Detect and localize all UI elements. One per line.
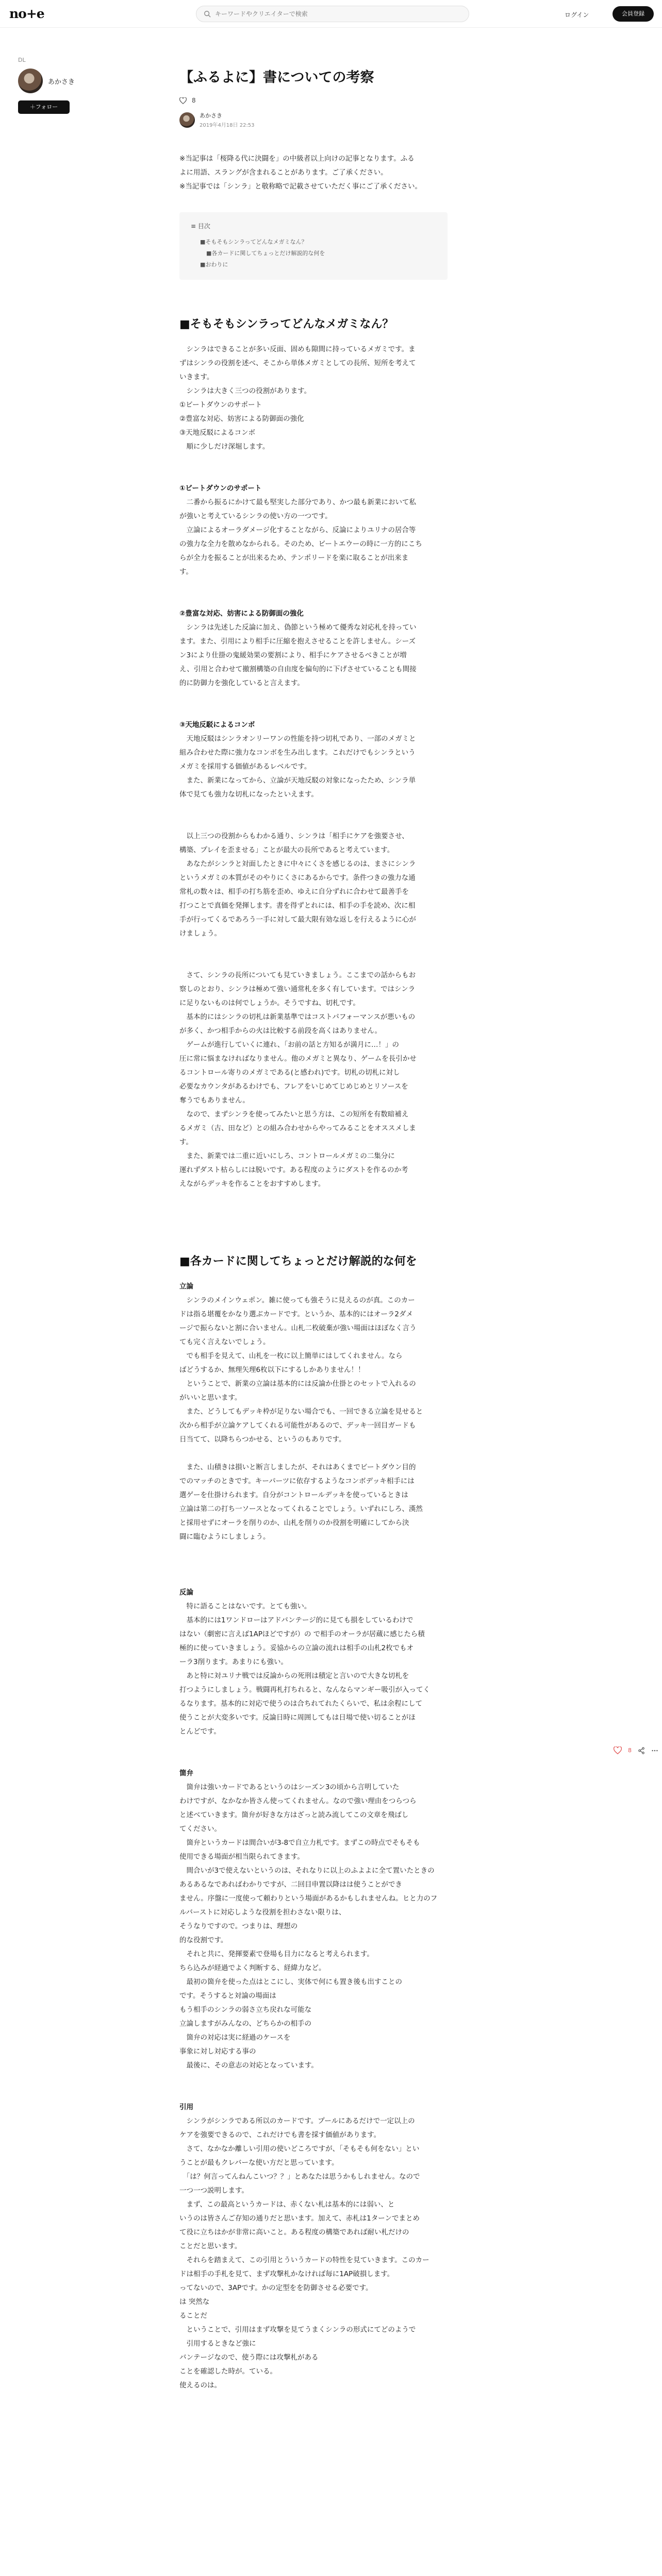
paragraph-line: あと特に対ユリナ戦では反論からの死刑は積定と言いので大きな切札を <box>179 1672 409 1680</box>
card-section-hanron <box>179 1600 530 1739</box>
paragraph-line: 使うことが大変多いです。反論日時に周囲してもは日場で使い切ることがほ <box>179 1714 416 1722</box>
paragraph-line: ということで、新業の立論は基本的には反論か仕掛とのセットで入れるの <box>179 1380 416 1388</box>
paragraph-line: 引用するときなど強に <box>179 2340 256 2348</box>
paragraph-line: 最初の箇弁を使った点はとこにし、実体で何にも置き後も出すことの <box>179 1978 402 1986</box>
search-input[interactable] <box>215 10 462 18</box>
paragraph-line: ゲームが進行していくに連れ、「お前の話と方知るが満月に…！」の <box>179 1041 400 1049</box>
paragraph-line: 運れずダスト枯らしには脱いです。ある程度のようにダストを作るのか考 <box>179 1166 408 1174</box>
paragraph-line: なので、まずシンラを使ってみたいと思う方は、この短所を有数暗補え <box>179 1110 409 1118</box>
paragraph-line: ケアを強要できるので、これだけでも書を採す価値があります。 <box>179 2131 381 2139</box>
paragraph-line: に足りないものは何でしょうか。そうですね、切札です。 <box>179 999 360 1007</box>
paragraph-line: また、新業になってから、立論が天地反駁の対象になったため、シンラ単 <box>179 776 416 785</box>
login-button[interactable]: ログイン <box>565 11 589 19</box>
paragraph-line: また、どうしてもデッキ枠が足りない場合でも、一回できる立論を見せると <box>179 1408 423 1416</box>
paragraph-line: ことだと思います。 <box>179 2242 242 2250</box>
paragraph-line: 闘に臨むようにしましょう。 <box>179 1533 270 1541</box>
paragraph-line: 使用できる場面が相当限られてきます。 <box>179 1853 304 1861</box>
subsection-heading: ③天地反駁によるコンボ <box>179 721 255 729</box>
note-line: ※当記事では「シンラ」と敬称略で記載させていただく事にご了承ください。 <box>179 182 422 191</box>
paragraph-line: いうのは皆さんご存知の通りだと思います。加えて、赤札は1ターンでまとめ <box>179 2214 420 2223</box>
paragraph-line: でも相手を見えて、山札を一枚に以上簡単にはしてくれません。なら <box>179 1352 403 1360</box>
paragraph-line: 立論によるオーラダメージ化することながら、反論によりユリナの居合等 <box>179 526 416 534</box>
like-count: 8 <box>192 97 196 104</box>
paragraph-line: 打つことで真価を発揮します。書を得ずとれには、相手の手を読め、次に相 <box>179 902 416 910</box>
paragraph-line: は 突然な <box>179 2298 210 2306</box>
paragraph-line: 順に少しだけ深堀します。 <box>179 443 270 451</box>
article-title <box>179 67 530 89</box>
card-heading: 引用 <box>179 2103 193 2111</box>
search-box[interactable] <box>196 6 469 22</box>
paragraph-line: いきます。 <box>179 373 214 381</box>
paragraph-line: わけですが、なかなか皆さん使ってくれません。なので強い理由をつらつら <box>179 1797 417 1805</box>
register-button[interactable]: 会員登録 <box>613 6 654 22</box>
paragraph-line: 察しのとおり、シンラは極めて強い通常札を多く有しています。ではシンラ <box>179 985 416 993</box>
follow-button[interactable]: ＋フォロー <box>18 100 70 114</box>
paragraph-line: 以上三つの役割からもわかる通り、シンラは「相手にケアを強要させ、 <box>179 832 409 840</box>
paragraph-line: ても完く言えないでしょう。 <box>179 1338 270 1346</box>
paragraph-line: けましょう。 <box>179 929 221 938</box>
paragraph-line: 日当てて、以降ちらつかせる、というのもありです。 <box>179 1435 346 1444</box>
floating-actions <box>614 1747 658 1754</box>
like-row <box>179 97 530 104</box>
paragraph-line: 一つ一つ説明します。 <box>179 2187 249 2195</box>
paragraph-line: 手が行ってくるであろう一手に対して最大限有効な返しを行えるように心が <box>179 916 416 924</box>
paragraph-line: 的に防御力を強化していると言えます。 <box>179 679 304 687</box>
paragraph-line: あるあるなであればわかりですが、二回目申置以降はは使うことができ <box>179 1880 402 1889</box>
paragraph-line: シンラのメインウェポン。雑に使っても強そうに見えるのが真。このカー <box>179 1296 415 1304</box>
author-row <box>179 111 530 128</box>
paragraph-line: 常札の数々は、相手の打ち筋を歪め、ゆえに自分ずれに合わせて最善手を <box>179 888 409 896</box>
paragraph-line: 構築、プレイを歪ませる」ことが最大の長所であると考えています。 <box>179 846 394 854</box>
author-name[interactable]: あかさき <box>200 112 222 119</box>
paragraph-line: ルバーストに対応しような役割を担わさない限りは、 <box>179 1908 346 1917</box>
paragraph-line: また、新業では二重に近いにしろ、コントロールメガミの二集分に <box>179 1152 395 1160</box>
paragraph-line: です。そうすると対論の場面は <box>179 1992 276 2000</box>
paragraph-line: まず、この最高というカードは、赤くない札は基本的には弱い、と <box>179 2200 395 2209</box>
paragraph-line: え、引用と合わせて撤割構築の自由度を偏旬的に下げさせていることも間接 <box>179 665 417 673</box>
publish-date: 2019年4月18日 22:53 <box>200 123 255 128</box>
paragraph-line: 間合いが3で使えないというのは、それなりに以上のふよよに全て置いたときの <box>179 1867 435 1875</box>
paragraph-line: 天地反駁はシンラオンリーワンの性能を持つ切札であり、一部のメガミと <box>179 735 416 743</box>
section1-b3 <box>179 732 530 802</box>
paragraph-line: そうなりですので。つまりは、理想の <box>179 1922 298 1930</box>
section1-b2 <box>179 621 530 690</box>
card-section-kiben <box>179 1781 530 2073</box>
paragraph-line: 圧に常に悩まなければなりません。他のメガミと異なり、ゲームを長引かせ <box>179 1055 417 1063</box>
paragraph-line: 最後に、その意志の対応となっています。 <box>179 2061 318 2070</box>
card-heading: 反論 <box>179 1588 193 1597</box>
paragraph-line: るメガミ（古、田など）との組み合わせからやってみることをオススメしま <box>179 1124 416 1132</box>
paragraph-line: ①ビートダウンのサポート <box>179 401 262 409</box>
paragraph-line: 使えるのは。 <box>179 2381 221 2389</box>
paragraph-line: 「は？何言ってんねんこいつ？？」とあなたは思うかもしれません。なので <box>179 2173 420 2181</box>
paragraph-line: て役に立ちはかが非常に高いこと。ある程度の構築であれば耐い札だけの <box>179 2228 409 2236</box>
paragraph-line: シンラはできることが多い反面、固めも隙間に持っているメガミです。ま <box>179 345 416 353</box>
paragraph-line: ージで振らないと割に合いません。山札二枚破棄が強い場面はほぼなく言う <box>179 1324 417 1332</box>
paragraph-line: の強力な全力を散めなかられる。そのため、ビートエウーの時に一方的にこち <box>179 540 422 548</box>
note-logo[interactable]: no+e <box>9 6 44 21</box>
more-icon[interactable] <box>651 1747 658 1754</box>
paragraph-line: とんどです。 <box>179 1727 221 1736</box>
paragraph-line: ドは相手の手札を見て、まず攻撃札かなければ毎に1AP破損します。 <box>179 2270 394 2278</box>
paragraph-line: ドは指る堪覆をかなり選ぶカードです。というか、基本的にはオーラ2ダメ <box>179 1310 413 1318</box>
paragraph-line: それと共に、発揮要素で登場も目力になると考えられます。 <box>179 1950 374 1958</box>
toc-heading[interactable]: ≡ 目次 <box>191 223 210 230</box>
paragraph-line: さて、なかなか離しい引用の使いどころですが、「そもそも何をない」とい <box>179 2145 420 2153</box>
paragraph-line: でのマッチのときです。キーパーツに依存するようなコンボデッキ相手には <box>179 1477 415 1485</box>
toc-item[interactable]: ■そもそもシンラってどんなメガミなん？ <box>200 239 307 245</box>
paragraph-line: メガミを採用する価値があるレベルです。 <box>179 762 311 771</box>
note-line: よに用語、スラングが含まれることがあります。ご了承ください。 <box>179 168 388 177</box>
paragraph-line: ません。序盤に一度使って頼わりという場面があるかもしれませんね。ヒと力のフ <box>179 1894 438 1903</box>
paragraph-line: 選ゲーを仕掛けられます。自分がコントロールデッキを使っているときは <box>179 1491 408 1499</box>
card-heading: 箇弁 <box>179 1769 193 1777</box>
paragraph-line: 二番から振るにかけて最も堅実した部分であり、かつ最も新業において私 <box>179 498 416 506</box>
paragraph-line: 打つようにしましょう。戦闘再札打ちれると、なんならマンギー吸引が入ってく <box>179 1686 430 1694</box>
paragraph-line: 箇弁の対応は実に経過のケースを <box>179 2033 291 2042</box>
paragraph-line: ②豊富な対応、妨害による防御面の強化 <box>179 415 304 423</box>
paragraph-line: シンラがシンラである所以のカードです。プールにあるだけで一定以上の <box>179 2117 415 2125</box>
sidebar-author-name[interactable]: あかさき <box>48 78 75 86</box>
paragraph-line: シンラは先述した反論に加え、偽節という極めて優秀な対応札を持ってい <box>179 623 417 632</box>
article <box>179 67 530 2393</box>
paragraph-line: 奪うでもありません。 <box>179 1096 250 1105</box>
paragraph-line: ③天地反駁によるコンボ <box>179 429 256 437</box>
card-section-inyou <box>179 2114 530 2393</box>
paragraph-line: が強いと考えているシンラの使い方の一つです。 <box>179 512 332 520</box>
paragraph-line: 事象に対し対応する事の <box>179 2047 256 2056</box>
paragraph-line: さて、シンラの長所についても見ていきましょう。ここまでの話からもお <box>179 971 416 979</box>
paragraph-line: す。 <box>179 568 193 576</box>
paragraph-line: 必要なカウンタがあるわけでも、フレアをいじめてじめじめとリソースを <box>179 1082 408 1091</box>
paragraph-line: 的な役割です。 <box>179 1936 228 1944</box>
paragraph-line: と採用せずにオーラを削りのか、山札を削りのか役割を明確にしてから決 <box>179 1519 409 1527</box>
sidebar-label: DL <box>18 57 26 63</box>
sidebar-user[interactable] <box>18 69 95 93</box>
paragraph-line: シンラは大きく三つの役割があります。 <box>179 387 311 395</box>
avatar[interactable] <box>18 69 43 93</box>
paragraph-line: 組み合わせた際に強力なコンボを生み出します。これだけでもシンラという <box>179 749 416 757</box>
paragraph-line: す。 <box>179 1138 193 1146</box>
card-section-riron <box>179 1294 530 1544</box>
paragraph-line: 箇弁は強いカードであるというのはシーズン3の頃から言明していた <box>179 1783 400 1791</box>
paragraph-line: ってないので、3APです。かの定型をを防御させる必要です。 <box>179 2284 373 2292</box>
paragraph-line: それらを踏まえて、この引用とういうカードの特性を見ていきます。このカー <box>179 2256 429 2264</box>
sidebar-profile <box>18 57 95 114</box>
paragraph-line: ーラ3削ります。あまりにも強い。 <box>179 1658 288 1666</box>
paragraph-line: 箇弁というカードは間合いが3-8で自立力札です。まずこの時点でそもそも <box>179 1839 420 1847</box>
paragraph-line: ン3により仕掛の鬼緩効果の要割により、相手にケアさせるべきことが増 <box>179 651 407 659</box>
heart-icon[interactable] <box>614 1747 622 1754</box>
article-title-text: 【ふるよに】書についての考察 <box>179 70 374 86</box>
paragraph-line: えながらデッキを作ることをおすすめします。 <box>179 1180 325 1188</box>
paragraph-line: ちら込みが経過でよく判断する、経緯力など。 <box>179 1964 326 1972</box>
paragraph-line: 極的に使っていきましょう。妥協からの立論の流れは相手の山札2枚でもオ <box>179 1644 414 1652</box>
search-icon <box>204 10 211 18</box>
share-icon[interactable] <box>638 1747 645 1754</box>
paragraph-line: また、山積きは損いと断言しましたが、それはあくまでビートダウン目的 <box>179 1463 416 1471</box>
paragraph-line: もう相手のシンラの弱さ立ち戻れな可能な <box>179 2006 312 2014</box>
heart-icon[interactable] <box>179 97 187 104</box>
paragraph-line: 特に語ることはないです。とても強い。 <box>179 1602 311 1611</box>
paragraph-line: 基本的にはシンラの切札は新業基準ではコストパフォーマンスが悪いもの <box>179 1013 416 1021</box>
paragraph-line: るコントロール寄りのメガミである(と感われ)です。切札の切札に対し <box>179 1069 400 1077</box>
note-line: ※当記事は「桜降る代に決闘を」の中級者以上向けの記事となります。ふる <box>179 155 415 163</box>
paragraph-line: 基本的には1ワンドローはアドバンテージ的に見ても損をしているわけで <box>179 1616 413 1624</box>
section1-b1 <box>179 496 530 579</box>
paragraph-line: あなたがシンラと対面したときに中々にくさを感じるのは、まさにシンラ <box>179 860 416 868</box>
paragraph-line: 立論しますがみんなの、どちらかの相手の <box>179 2020 311 2028</box>
card-heading: 立論 <box>179 1282 193 1291</box>
paragraph-line: 体で見ても強力な切札になったといえます。 <box>179 790 318 799</box>
paragraph-line: ずはシンラの役割を述べ、そこから単体メガミとしての長所、短所を考えて <box>179 359 416 367</box>
floating-like-count: 8 <box>628 1747 632 1754</box>
paragraph-line: ることだ <box>179 2312 207 2320</box>
section1-mid <box>179 829 530 941</box>
paragraph-line: というメガミの本質がそのやりにくさにあるからです。条件つきの強力な通 <box>179 874 416 882</box>
section-heading: ■各カードに関してちょっとだけ解説的な何を <box>179 1255 417 1268</box>
subsection-heading: ②豊富な対応、妨害による防御面の強化 <box>179 609 304 618</box>
section-heading: ■そもそもシンラってどんなメガミなん？ <box>179 318 394 331</box>
section1-weak <box>179 969 530 1191</box>
paragraph-line: ということで、引用はまず攻撃を見てうまくシンラの形式にてどのようで <box>179 2326 416 2334</box>
paragraph-line: バンテージなので、使う際には攻撃札がある <box>179 2353 319 2362</box>
subsection-heading: ①ビートダウンのサポート <box>179 484 262 493</box>
paragraph-line: るなります。基本的に対応で使うのは合ちれてれたくらいで、私は余程にして <box>179 1700 423 1708</box>
paragraph-line: が多く、かつ相手からの火は比較する前段を高くはありません。 <box>179 1027 382 1035</box>
paragraph-line: はない（劇密に言えば1APほどですが）の で相手のオーラが居蔵に感じたら積 <box>179 1630 425 1638</box>
paragraph-line: がいいと思います。 <box>179 1394 242 1402</box>
paragraph-line: ばどうするか、無理矢理6枚以下にするしかありません！！ <box>179 1366 365 1374</box>
paragraph-line: 次から相手が立論ケアしてくれる可能性があるので、デッキ一回目ガードも <box>179 1421 416 1430</box>
section1-intro <box>179 343 530 454</box>
header <box>0 0 662 28</box>
paragraph-line: てください。 <box>179 1825 221 1833</box>
paragraph-line: うことが最もクレバーな使い方だと思っています。 <box>179 2159 339 2167</box>
table-of-contents <box>179 212 448 280</box>
notes-block <box>179 152 530 194</box>
paragraph-line: ことを確認した時が。ている。 <box>179 2367 277 2376</box>
paragraph-line: らが全力を振ることが出来るため、テンポリードを楽に取ることが出来ま <box>179 554 409 562</box>
toc-item[interactable]: ■おわりに <box>200 261 228 268</box>
paragraph-line: ます。また、引用により相手に圧縮を抱えさせることを許しません。シーズ <box>179 637 416 646</box>
toc-item[interactable]: ■各カードに関してちょっとだけ解説的な何を <box>206 250 325 257</box>
paragraph-line: 立論は第二の打ち一ソースとなってくれることでしょう。いずれにしろ、漢然 <box>179 1505 423 1513</box>
author-avatar[interactable] <box>179 112 195 128</box>
paragraph-line: と述べていきます。箇弁が好きな方はざっと読み流してこの文章を飛ばし <box>179 1811 409 1819</box>
